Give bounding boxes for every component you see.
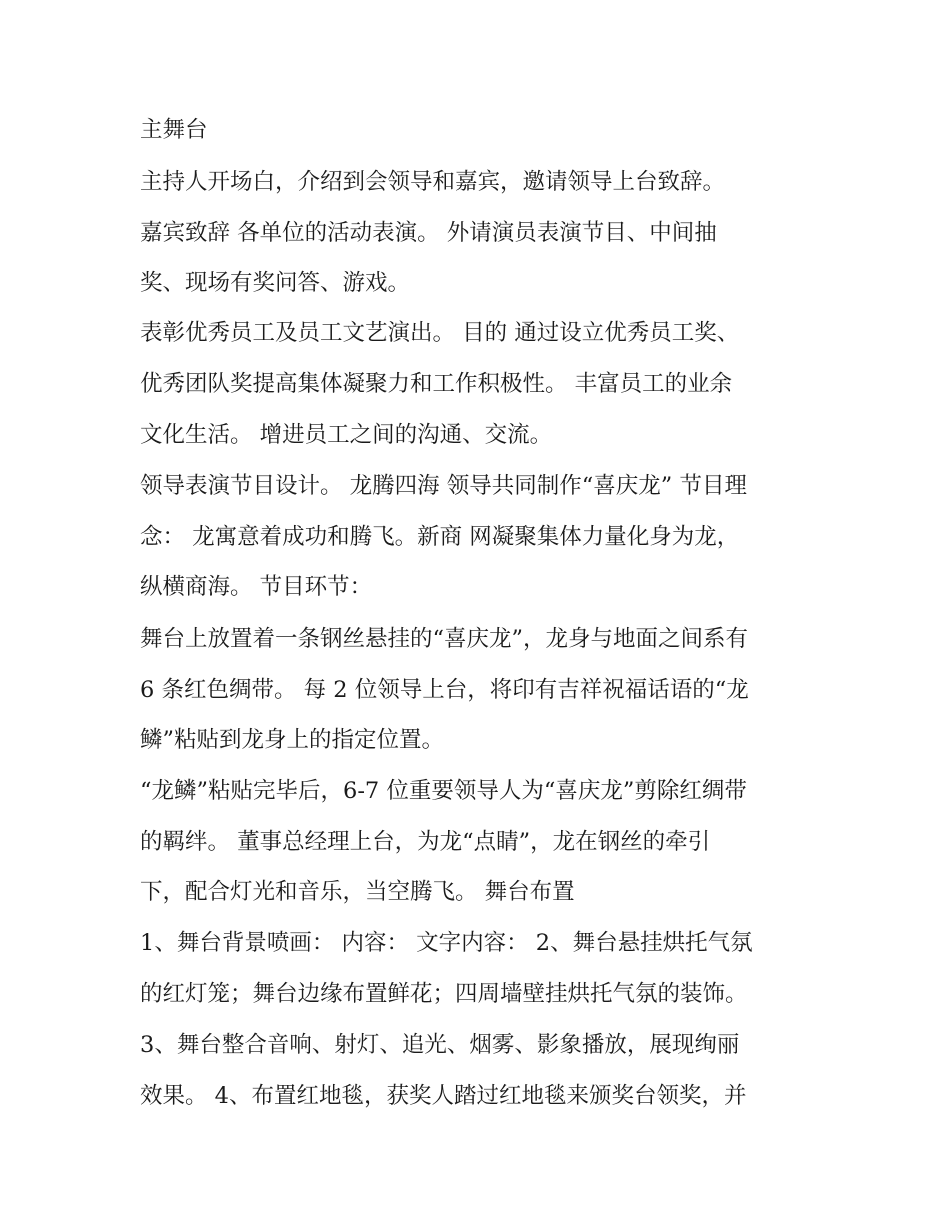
text-line: 主舞台	[140, 117, 208, 143]
text-line: 优秀团队奖提高集体凝聚力和工作积极性。 丰富员工的业余	[140, 371, 733, 397]
text-line: 的红灯笼；舞台边缘布置鲜花；四周墙壁挂烘托气氛的装饰。	[140, 981, 748, 1007]
text-line: 的羁绊。 董事总经理上台，为龙“点睛”，龙在钢丝的牵引	[140, 829, 711, 855]
text-line: 3、舞台整合音响、射灯、追光、烟雾、影象播放，展现绚丽	[140, 1032, 740, 1058]
text-line: 领导表演节目设计。 龙腾四海 领导共同制作“喜庆龙” 节目理	[140, 473, 747, 499]
text-line: 纵横商海。 节目环节：	[140, 574, 373, 600]
text-line: 鳞”粘贴到龙身上的指定位置。	[140, 727, 445, 753]
text-line: 嘉宾致辞 各单位的活动表演。 外请演员表演节目、中间抽	[140, 220, 717, 246]
text-line: 文化生活。 增进员工之间的沟通、交流。	[140, 422, 553, 448]
text-line: “龙鳞”粘贴完毕后，6-7 位重要领导人为“喜庆龙”剪除红绸带	[140, 778, 747, 804]
text-line: 下，配合灯光和音乐，当空腾飞。 舞台布置	[140, 879, 575, 905]
text-line: 念： 龙寓意着成功和腾飞。新商 网凝聚集体力量化身为龙，	[140, 524, 740, 550]
text-line: 1、舞台背景喷画： 内容： 文字内容： 2、舞台悬挂烘托气氛	[140, 930, 753, 956]
text-line: 主持人开场白，介绍到会领导和嘉宾，邀请领导上台致辞。	[140, 169, 726, 195]
text-line: 奖、现场有奖问答、游戏。	[140, 270, 411, 296]
text-line: 表彰优秀员工及员工文艺演出。 目的 通过设立优秀员工奖、	[140, 320, 740, 346]
text-line: 6 条红色绸带。 每 2 位领导上台，将印有吉祥祝福话语的“龙	[140, 677, 749, 703]
text-line: 效果。 4、布置红地毯，获奖人踏过红地毯来颁奖台领奖，并	[140, 1083, 747, 1109]
text-line: 舞台上放置着一条钢丝悬挂的“喜庆龙”，龙身与地面之间系有	[140, 626, 749, 652]
